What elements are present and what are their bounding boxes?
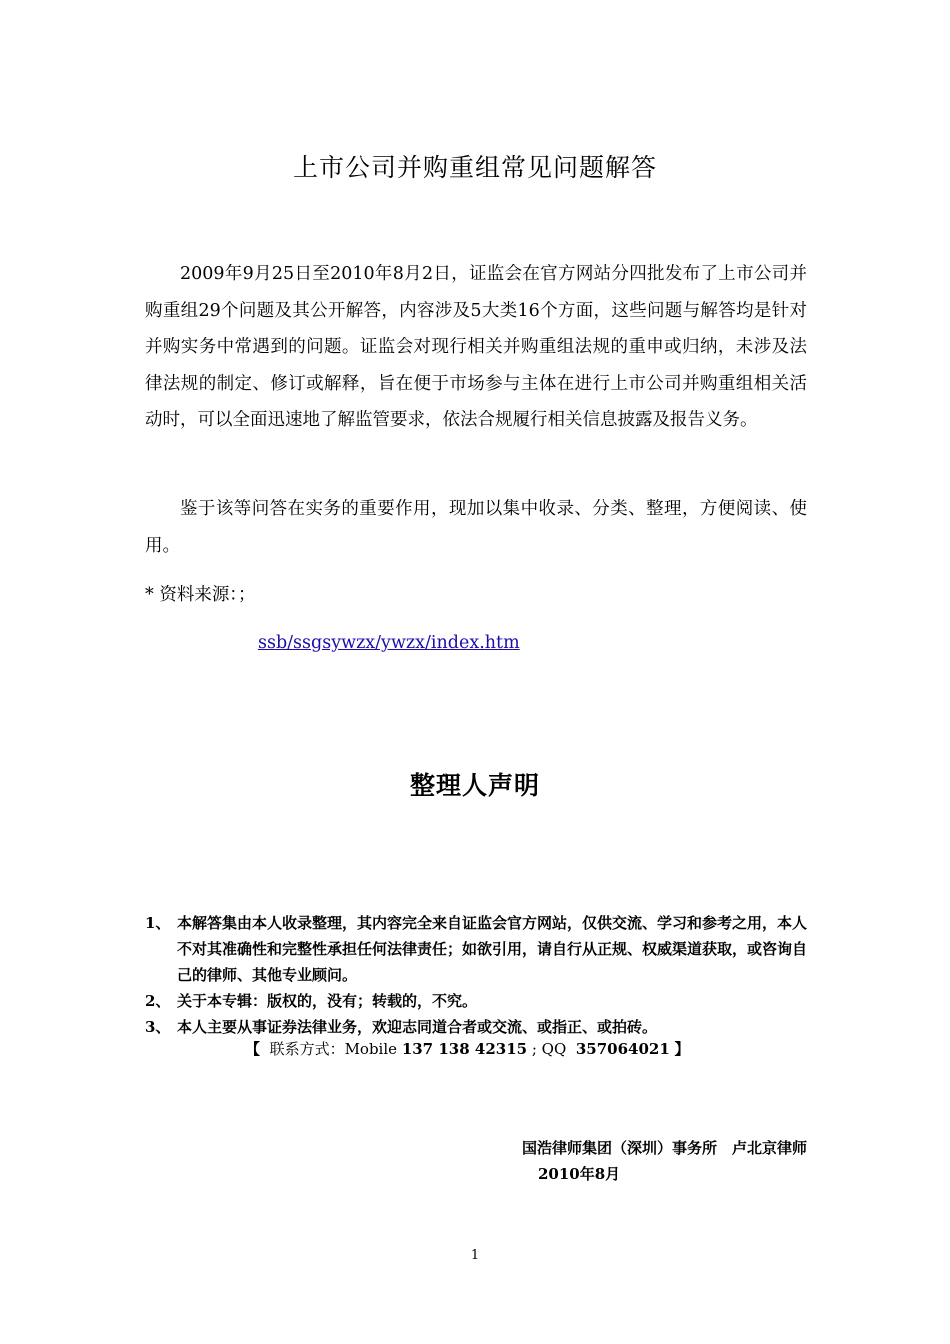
intro-paragraph: 2009年9月25日至2010年8月2日，证监会在官方网站分四批发布了上市公司并购重组29个问题及其公开解答，内容涉及5大类16个方面，这些问题与解答均是针对并购实务中常遇到的问题。证监会对现行相关并购重组法规的重申或归纳，未涉及法律法规的制定、修订或解释，旨在便于市场参与主体在进行上市公司并购重组相关活动时，可以全面迅速地了解监管要求，依法合规履行相关信息披露及报告义务。 <box>145 264 807 430</box>
signature: 国浩律师集团（深圳）事务所 卢北京律师 <box>521 1139 807 1157</box>
declaration-item-number: 3、 <box>145 1018 171 1036</box>
purpose-paragraph: 鉴于该等问答在实务的重要作用，现加以集中收录、分类、整理，方便阅读、使用。 <box>145 499 807 556</box>
document-title: 上市公司并购重组常见问题解答 <box>292 153 657 182</box>
signature-date: 2010年8月 <box>538 1165 621 1183</box>
declaration-item-text: 本人主要从事证券法律业务，欢迎志同道合者或交流、或指正、或拍砖。 <box>177 1018 658 1036</box>
contact-label: 联系方式：Mobile <box>269 1040 398 1058</box>
page-number: 1 <box>470 1248 480 1263</box>
declaration-title: 整理人声明 <box>409 771 540 800</box>
declaration-item-text: 关于本专辑：版权的，没有；转载的，不究。 <box>177 992 478 1010</box>
contact-open-bracket: 【 <box>245 1040 261 1058</box>
source-label: * 资料来源：； <box>145 585 256 605</box>
contact-separator: ; QQ <box>531 1040 567 1058</box>
declaration-item <box>145 910 810 988</box>
contact-mobile: 137 138 42315 <box>401 1040 528 1058</box>
declaration-item <box>145 988 810 1014</box>
contact-info <box>245 1036 690 1062</box>
declaration-list <box>145 910 810 1040</box>
contact-close-bracket: 】 <box>674 1040 690 1058</box>
declaration-item-number: 1、 <box>145 914 171 932</box>
declaration-item-text: 本解答集由本人收录整理，其内容完全来自证监会官方网站，仅供交流、学习和参考之用，本人不对其准确性和完整性承担任何法律责任；如欲引用，请自行从正规、权威渠道获取，或咨询自己的律师、其他专业顾问。 <box>177 914 808 984</box>
contact-qq: 357064021 <box>575 1040 670 1058</box>
source-link[interactable]: ssb/ssgsywzx/ywzx/index.htm <box>258 633 520 653</box>
declaration-item-number: 2、 <box>145 992 171 1010</box>
